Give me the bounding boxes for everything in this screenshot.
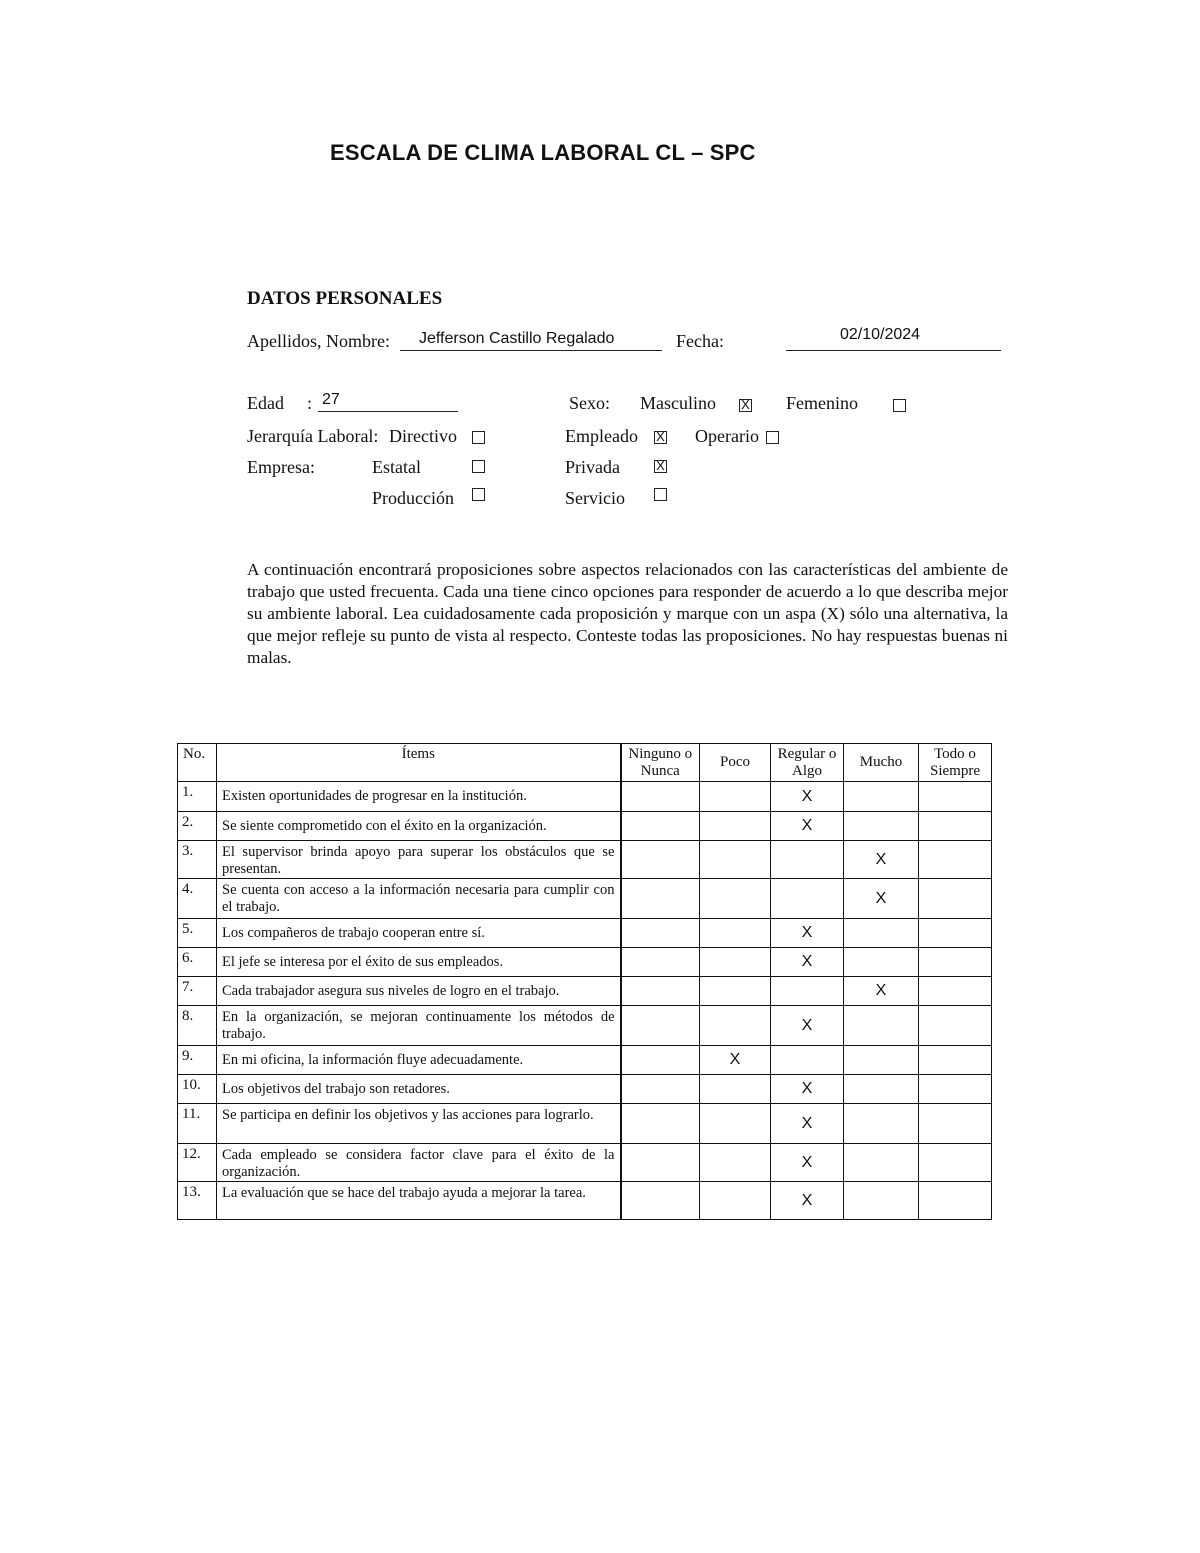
answer-cell[interactable] (621, 879, 700, 919)
table-row (178, 879, 992, 919)
answer-mark: X (801, 1080, 813, 1097)
row-item-text: Existen oportunidades de progresar en la institución. (217, 782, 621, 812)
answer-cell[interactable] (700, 1182, 771, 1220)
answer-cell[interactable] (771, 812, 844, 841)
date-field-line (786, 350, 1001, 351)
name-field-line (400, 350, 662, 351)
answer-cell[interactable] (919, 977, 992, 1006)
row-item-text: Cada trabajador asegura sus niveles de logro en el trabajo. (217, 977, 621, 1006)
answer-cell[interactable] (700, 1075, 771, 1104)
answer-cell[interactable] (771, 782, 844, 812)
answer-cell[interactable] (919, 879, 992, 919)
row-item-text: Cada empleado se considera factor clave para el éxito de la organización. (217, 1144, 621, 1182)
answer-cell[interactable] (771, 879, 844, 919)
table-row (178, 812, 992, 841)
answer-mark: X (801, 1114, 813, 1132)
answer-cell[interactable] (844, 1075, 919, 1104)
table-row (178, 977, 992, 1006)
checkbox-mark: X (656, 458, 665, 473)
row-number: 11. (178, 1104, 217, 1144)
header-option: Todo o Siempre (919, 744, 992, 782)
header-option: Mucho (844, 744, 919, 782)
table-row (178, 1104, 992, 1144)
answer-cell[interactable] (621, 812, 700, 841)
answer-cell[interactable] (700, 841, 771, 879)
table-row (178, 1182, 992, 1220)
answer-cell[interactable] (700, 812, 771, 841)
answer-cell[interactable] (919, 1104, 992, 1144)
answer-cell[interactable] (844, 1046, 919, 1075)
age-label: Edad (247, 393, 284, 413)
hierarchy-option-empleado-label: Empleado (565, 426, 638, 446)
answer-cell[interactable] (621, 1182, 700, 1220)
company-label: Empresa: (247, 457, 315, 477)
table-row (178, 1144, 992, 1182)
answer-cell[interactable] (700, 919, 771, 948)
answer-cell[interactable] (621, 977, 700, 1006)
answer-cell[interactable] (919, 1075, 992, 1104)
sex-femenino-checkbox[interactable] (893, 399, 906, 412)
row-number: 13. (178, 1182, 217, 1220)
answer-cell[interactable] (771, 1006, 844, 1046)
answer-cell[interactable] (919, 841, 992, 879)
sex-option-femenino-label: Femenino (786, 393, 858, 413)
answer-cell[interactable] (700, 1144, 771, 1182)
row-item-text: Los objetivos del trabajo son retadores. (217, 1075, 621, 1104)
answer-cell[interactable] (844, 1182, 919, 1220)
table-row (178, 919, 992, 948)
answer-cell[interactable] (919, 919, 992, 948)
company-option-servicio-label: Servicio (565, 488, 625, 508)
answer-cell[interactable] (771, 1075, 844, 1104)
table-row (178, 1075, 992, 1104)
row-item-text: La evaluación que se hace del trabajo ayuda a mejorar la tarea. (217, 1182, 621, 1220)
hierarchy-option-directivo-label: Directivo (389, 426, 457, 446)
answer-cell[interactable] (771, 977, 844, 1006)
answer-cell[interactable] (621, 1104, 700, 1144)
hierarchy-directivo-checkbox[interactable] (472, 431, 485, 444)
date-label: Fecha: (676, 331, 724, 351)
answer-cell[interactable] (700, 948, 771, 977)
answer-cell[interactable] (844, 782, 919, 812)
answer-cell[interactable] (844, 841, 919, 879)
answer-cell[interactable] (771, 919, 844, 948)
row-item-text: Se cuenta con acceso a la información necesaria para cumplir con el trabajo. (217, 879, 621, 919)
company-produccion-checkbox[interactable] (472, 488, 485, 501)
row-item-text: Se siente comprometido con el éxito en la organización. (217, 812, 621, 841)
answer-mark: X (875, 889, 887, 907)
hierarchy-empleado-checkbox[interactable] (654, 431, 667, 444)
answer-mark: X (801, 817, 813, 834)
answer-cell[interactable] (844, 1006, 919, 1046)
answer-cell[interactable] (621, 1046, 700, 1075)
answer-mark: X (801, 787, 813, 805)
answer-mark: X (875, 982, 887, 999)
answer-cell[interactable] (771, 841, 844, 879)
row-number: 10. (178, 1075, 217, 1104)
header-items: Ítems (217, 744, 621, 782)
row-item-text: El jefe se interesa por el éxito de sus empleados. (217, 948, 621, 977)
section-title-personal-data: DATOS PERSONALES (247, 288, 443, 309)
answer-cell[interactable] (844, 879, 919, 919)
items-table (177, 743, 992, 1220)
answer-cell[interactable] (919, 1046, 992, 1075)
row-number: 12. (178, 1144, 217, 1182)
answer-cell[interactable] (844, 1104, 919, 1144)
answer-cell[interactable] (844, 919, 919, 948)
header-no: No. (178, 744, 217, 782)
answer-cell[interactable] (844, 948, 919, 977)
hierarchy-operario-checkbox[interactable] (766, 431, 779, 444)
answer-cell[interactable] (844, 812, 919, 841)
row-number: 3. (178, 841, 217, 879)
table-row (178, 948, 992, 977)
answer-mark: X (875, 850, 887, 868)
row-number: 7. (178, 977, 217, 1006)
age-field[interactable]: 27 (322, 391, 340, 408)
answer-cell[interactable] (919, 1144, 992, 1182)
age-colon: : (307, 393, 313, 413)
answer-mark: X (729, 1051, 741, 1068)
answer-cell[interactable] (771, 1046, 844, 1075)
hierarchy-label: Jerarquía Laboral: (247, 426, 379, 446)
table-row (178, 1046, 992, 1075)
answer-cell[interactable] (621, 919, 700, 948)
age-field-line (318, 411, 458, 412)
instructions-paragraph: A continuación encontrará proposiciones sobre aspectos relacionados con las características del ambiente de trabajo que usted frecuenta. Cada una tiene cinco opciones para responder de acuerdo a lo que describa mejor su ambiente laboral. Lea cuidadosamente cada proposición y marque con un aspa (X) sólo una alternativa, la que mejor refleje su punto de vista al respecto. Conteste todas las proposiciones. No hay respuestas buenas ni malas. (247, 560, 1008, 667)
row-number: 4. (178, 879, 217, 919)
table-header-row (178, 744, 992, 782)
table-row (178, 841, 992, 879)
row-number: 9. (178, 1046, 217, 1075)
answer-mark: X (801, 1016, 813, 1034)
row-number: 5. (178, 919, 217, 948)
checkbox-mark: X (741, 397, 750, 412)
row-item-text: Los compañeros de trabajo cooperan entre sí. (217, 919, 621, 948)
hierarchy-option-operario-label: Operario (695, 426, 759, 446)
row-item-text: En mi oficina, la información fluye adecuadamente. (217, 1046, 621, 1075)
answer-cell[interactable] (621, 782, 700, 812)
header-option: Ninguno o Nunca (621, 744, 700, 782)
answer-cell[interactable] (621, 1075, 700, 1104)
company-privada-checkbox[interactable] (654, 460, 667, 473)
answer-mark: X (801, 953, 813, 970)
answer-cell[interactable] (771, 1144, 844, 1182)
answer-mark: X (801, 1153, 813, 1171)
row-number: 8. (178, 1006, 217, 1046)
answer-cell[interactable] (700, 1046, 771, 1075)
header-option: Regular o Algo (771, 744, 844, 782)
answer-mark: X (801, 1191, 813, 1209)
row-item-text: Se participa en definir los objetivos y las acciones para lograrlo. (217, 1104, 621, 1144)
row-item-text: En la organización, se mejoran continuamente los métodos de trabajo. (217, 1006, 621, 1046)
checkbox-mark: X (656, 429, 665, 444)
answer-cell[interactable] (919, 812, 992, 841)
answer-cell[interactable] (919, 1182, 992, 1220)
row-number: 2. (178, 812, 217, 841)
answer-cell[interactable] (700, 782, 771, 812)
answer-cell[interactable] (844, 977, 919, 1006)
answer-cell[interactable] (621, 1144, 700, 1182)
row-number: 6. (178, 948, 217, 977)
document-title: ESCALA DE CLIMA LABORAL CL – SPC (330, 140, 756, 165)
company-option-produccion-label: Producción (372, 488, 454, 508)
sex-masculino-checkbox[interactable] (739, 399, 752, 412)
company-option-privada-label: Privada (565, 457, 620, 477)
table-row (178, 782, 992, 812)
company-servicio-checkbox[interactable] (654, 488, 667, 501)
answer-cell[interactable] (771, 1182, 844, 1220)
table-row (178, 1006, 992, 1046)
sex-label: Sexo: (569, 393, 611, 413)
row-item-text: El supervisor brinda apoyo para superar los obstáculos que se presentan. (217, 841, 621, 879)
answer-cell[interactable] (700, 977, 771, 1006)
company-estatal-checkbox[interactable] (472, 460, 485, 473)
answer-cell[interactable] (919, 782, 992, 812)
company-option-estatal-label: Estatal (372, 457, 421, 477)
row-number: 1. (178, 782, 217, 812)
name-field[interactable]: Jefferson Castillo Regalado (419, 330, 615, 347)
answer-cell[interactable] (621, 1006, 700, 1046)
answer-cell[interactable] (771, 948, 844, 977)
answer-cell[interactable] (621, 948, 700, 977)
date-field[interactable]: 02/10/2024 (840, 326, 921, 343)
answer-cell[interactable] (621, 841, 700, 879)
sex-option-masculino-label: Masculino (640, 393, 716, 413)
answer-cell[interactable] (844, 1144, 919, 1182)
name-label: Apellidos, Nombre: (247, 331, 390, 351)
answer-cell[interactable] (700, 1104, 771, 1144)
answer-mark: X (801, 924, 813, 941)
table-body (178, 782, 992, 1220)
header-option: Poco (700, 744, 771, 782)
answer-cell[interactable] (919, 948, 992, 977)
answer-cell[interactable] (919, 1006, 992, 1046)
answer-cell[interactable] (700, 879, 771, 919)
answer-cell[interactable] (700, 1006, 771, 1046)
answer-cell[interactable] (771, 1104, 844, 1144)
